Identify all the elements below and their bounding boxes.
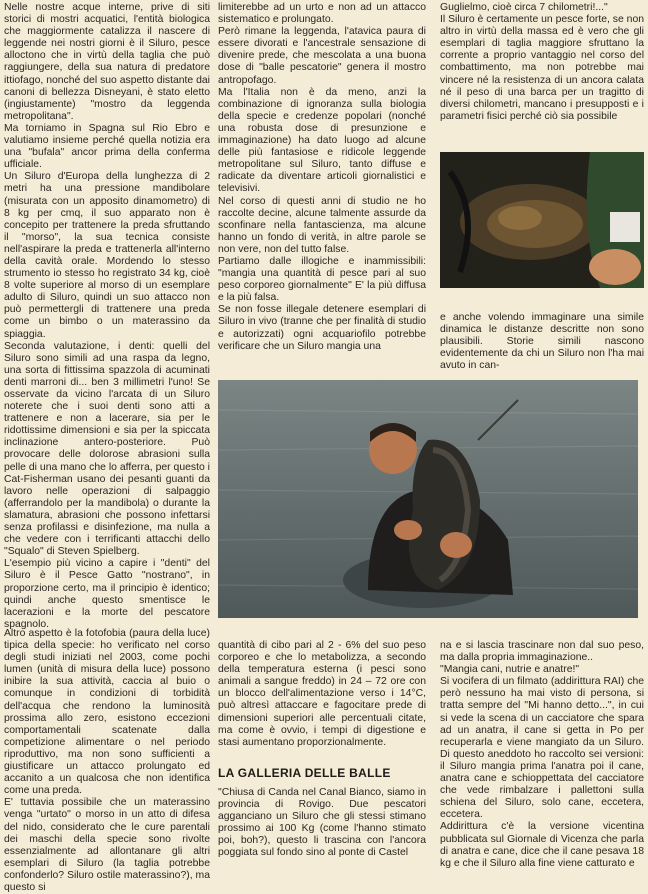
article-column-right-mid <box>440 312 644 372</box>
article-column-right-bottom <box>440 640 644 870</box>
paragraph: "Chiusa di Canda nel Canal Bianco, siamo in provincia di Rovigo. Due pescatori agganciano un Siluro che gli stessi stimano prossimo ai 100 Kg (come l'hanno stimato poi, boh?), questo li trascina con l'ancora poggiata sul fondo sino al ponte di Castel <box>218 786 426 859</box>
photo-catfish-closeup <box>440 152 644 288</box>
paragraph: quantità di cibo pari al 2 - 6% del suo peso corporeo e che lo metabolizza, a secondo della temperatura esterna (i pesci sono animali a sangue freddo) in 24 – 72 ore con un blocco dell'alimentazione verso i 14°C, può altresì attaccare e fagocitare prede di dimensioni superiori alle percentuali citate, ma come è ovvio, i tempi di digestione e stasi aumentano proporzionalmente. <box>218 640 426 748</box>
angler-with-catfish-image <box>218 380 638 618</box>
paragraph: Un Siluro d'Europa della lunghezza di 2 metri ha una pressione mandibolare (misurata con un apposito dinamometro) di 8 kg per cmq, il suo apparato non è concepito per trattenere la preda sfruttando il "morso", la sua tecnica consiste nell'aspirare la preda e trattenerla all'interno della cavità orale. Mordendo lo stesso strumento io stesso ho registrato 34 kg, cioè 8 volte superiore al morso di un esemplare adulto di Siluro, quindi un suo attacco non può permettergli di trattenere una preda come un bimbo o un materassino da spiaggia. <box>4 171 210 340</box>
paragraph: Nelle nostre acque interne, prive di siti storici di mostri acquatici, l'entità biologica che maggiormente catalizza il nascere di leggende nei nostri giorni è il Siluro, pesce alloctono che in virtù della taglia che può raggiungere, della sua natura di predatore ittiofago, nonché del suo aspetto distante dai canoni di bellezza Disneyani, è stato eletto (ingiustamente) "mostro da leggenda metropolitana". <box>4 2 210 122</box>
photo-angler-with-catfish <box>218 380 638 618</box>
paragraph: Guglielmo, cioè circa 7 chilometri!..." <box>440 2 608 13</box>
paragraph: Altro aspetto è la fotofobia (paura della luce) tipica della specie: ho verificato nel corso degli studi iniziati nel 2003, come pochi lumen (unità di misura della luce) possono inibire la sua attività, caccia al buio o comunque in condizioni di torbidità dell'acqua che rendono la luminosità prossima allo zero, esistono eccezioni comportamentali scatenate dalla competizione alimentare o nel periodo riproduttivo, ma non sono sufficienti a giustificare un attacco prolungato ed accanito a un qualcosa che non identifica come una preda. <box>4 628 210 797</box>
paragraph: Si vocifera di un filmato (addirittura RAI) che però nessuno ha mai visto di persona, si tratta sempre del "Mi hanno detto...", in cui si vede la scena di un cacciatore che spara ad un anatra, il cane si getta in Po per recuperarla e viene mangiato da un Siluro. Di questo aneddoto ho raccolto sei versioni: il Siluro mangia prima l'anatra poi il cane, anatra cane e schioppettata del cacciatore che vede rimbalzare i pallettoni sulla schiena del Siluro, solo cane, eccetera, eccetera. <box>440 676 644 821</box>
article-column-middle <box>218 2 426 353</box>
paragraph: e anche volendo immaginare una simile dinamica le distanze descritte non sono plausibili. Storie simili nascono evidentemente da chi un Siluro non l'ha mai avuto in can- <box>440 312 644 372</box>
paragraph: E' tuttavia possibile che un materassino venga "urtato" o morso in un atto di difesa del nido, considerato che le cure parentali dei maschi della specie sono rivolte essenzialmente ad allontanare gli altri esemplari di Siluro (la taglia potrebbe confonderlo? Siluro ostile materassino?), ma questo si <box>4 797 210 893</box>
paragraph: Se non fosse illegale detenere esemplari di Siluro in vivo (tranne che per finalità di studio e autorizzati) ogni acquariofilo potrebbe verificare che un Siluro mangia una <box>218 304 426 352</box>
paragraph: Nel corso di questi anni di studio ne ho raccolte decine, alcune talmente assurde da sconfinare nella fantascienza, ma alcune hanno un fondo di verità, in altre parole se non vere, non del tutto false. <box>218 195 426 255</box>
paragraph: L'esempio più vicino a capire i "denti" del Siluro è il Pesce Gatto "nostrano", in proporzione certo, ma il principio è identico; quindi anche questo smentisce le lacerazioni e la morte del pescatore spagnolo. <box>4 558 210 630</box>
paragraph: Partiamo dalle illogiche e inammissibili: "mangia una quantità di pesce pari al suo peso corporeo giornalmente" E' la più diffusa e la più falsa. <box>218 255 426 304</box>
paragraph: limiterebbe ad un urto e non ad un attacco sistematico e prolungato. <box>218 2 426 26</box>
article-column-left <box>4 2 210 631</box>
paragraph: "Mangia cani, nutrie e anatre!" <box>440 664 580 676</box>
paragraph: Ma l'Italia non è da meno, anzi la combinazione di ignoranza sulla biologia della specie e credenze popolari (nonché una robusta dose di presunzione e immaginazione) ha dato luogo ad alcune delle più fantasiose e ridicole leggende metropolitane sul Siluro, tanto diffuse e radicate da diventare articoli giornalistici e televisivi. <box>218 86 426 195</box>
paragraph: Ma torniamo in Spagna sul Rio Ebro e valutiamo insieme perché quella notizia era una "bufala" ancor prima della conferma ufficiale. <box>4 122 210 171</box>
article-column-left-bottom <box>4 628 210 894</box>
article-column-right <box>440 2 644 123</box>
catfish-closeup-image <box>440 152 644 288</box>
article-column-middle-bottom <box>218 640 426 860</box>
paragraph: Seconda valutazione, i denti: quelli del Siluro sono simili ad una raspa da legno, una sorta di fittissima spazzola di acuminati denti marroni di... ben 3 millimetri l'uno! Se osservate da vicino l'arcata di un Siluro noterete che i suoi denti sono atti a trattenere e non a lacerare, sia per le ridottissime dimensioni e sia per la spiccata inclinazione antero-posteriore. Può provocare delle dolorose abrasioni sulla pelle di una mano che lo afferra, per questo i Cat-Fisherman usano dei pesanti guanti da lavoro nelle operazioni di salpaggio (afferrandolo per la mandibola) o durante la slamatura, abrasioni che possono infettarsi senza profilassi e disinfezione, ma nulla a che vedere con i terrificanti attacchi dello "Squalo" di Steven Spielberg. <box>4 340 210 558</box>
paragraph: Il Siluro è certamente un pesce forte, se non altro in virtù della massa ed è vero che gli esemplari di taglia maggiore sfruttano la corrente a proprio vantaggio nel corso del combattimento, ma non potrebbe mai vincere né la resistenza di un ancora calata né il peso di una barca per un tragitto di diversi chilometri, mancano i presupposti e i parametri fisici perché ciò sia possibile <box>440 14 644 122</box>
paragraph: na e si lascia trascinare non dal suo peso, ma dalla propria immaginazione.. <box>440 640 644 664</box>
paragraph: Addirittura c'è la versione vicentina pubblicata sul Giornale di Vicenza che parla di anatra e cane, dice che il cane pesava 18 kg e che il Siluro alla fine viene catturato e <box>440 821 644 869</box>
section-title: LA GALLERIA DELLE BALLE <box>218 765 391 780</box>
paragraph: Però rimane la leggenda, l'atavica paura di essere divorati e l'ancestrale sensazione di divenire prede, che mescolata a una buona dose di "balle pescatorie" genera il mostro antropofago. <box>218 26 426 86</box>
